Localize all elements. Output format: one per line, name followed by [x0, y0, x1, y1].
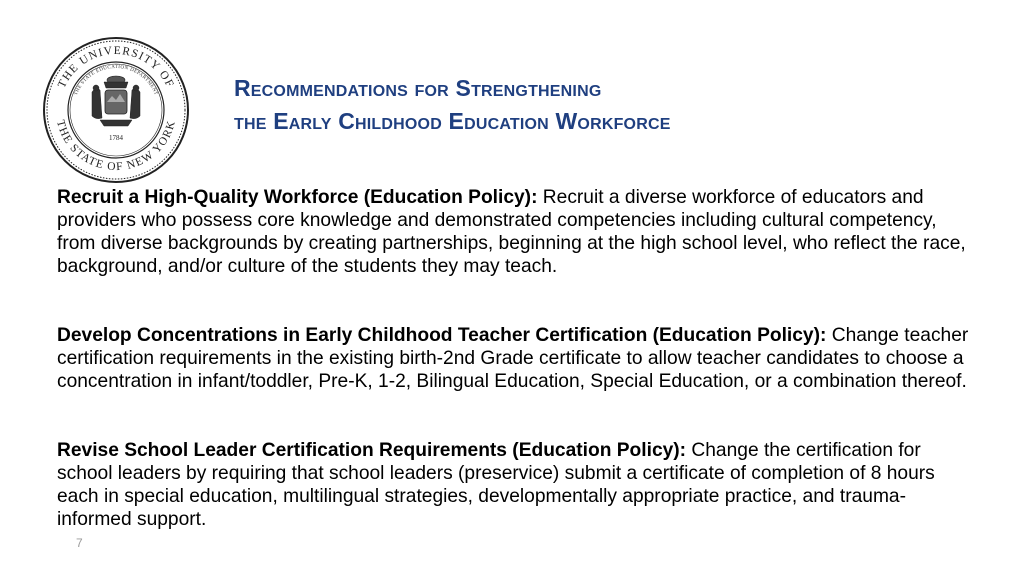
recommendations-list — [57, 186, 969, 531]
seal-year: 1784 — [109, 134, 123, 142]
recommendation-heading: Recruit a High-Quality Workforce (Education Policy): — [57, 187, 538, 208]
title-line-2: the Early Childhood Education Workforce — [234, 108, 671, 134]
seal-top-text: THE UNIVERSITY OF — [56, 44, 176, 90]
recommendation-1 — [57, 186, 969, 278]
seal-inner-text: THE STATE EDUCATION DEPARTMENT — [73, 64, 159, 97]
recommendation-heading: Develop Concentrations in Early Childhood Teacher Certification (Education Policy): — [57, 325, 827, 346]
recommendation-body: Change the certification for school leaders by requiring that school leaders (preservice) submit a certificate of completion of 8 hours each in special education, multilingual strategies, developmentally appropriate practice, and trauma-informed support. — [57, 440, 935, 530]
recommendation-3 — [57, 439, 969, 531]
seal-bottom-text: THE STATE OF NEW YORK — [54, 118, 179, 174]
page-title — [234, 72, 671, 138]
page-number: 7 — [76, 536, 83, 550]
recommendation-2 — [57, 324, 969, 393]
title-line-1: Recommendations for Strengthening — [234, 75, 602, 101]
recommendation-body: Change teacher certification requirements in the existing birth-2nd Grade certificate to allow teacher candidates to choose a concentration in infant/toddler, Pre-K, 1-2, Bilingual Education, Special Education, or a combination thereof. — [57, 325, 969, 392]
recommendation-body: Recruit a diverse workforce of educators and providers who possess core knowledge and demonstrated competencies including cultural competency, from diverse backgrounds by creating partnerships, beginning at the high school level, who reflect the race, background, and/or culture of the students they may teach. — [57, 187, 966, 277]
recommendation-heading: Revise School Leader Certification Requirements (Education Policy): — [57, 440, 687, 461]
university-seal-logo — [42, 36, 190, 184]
